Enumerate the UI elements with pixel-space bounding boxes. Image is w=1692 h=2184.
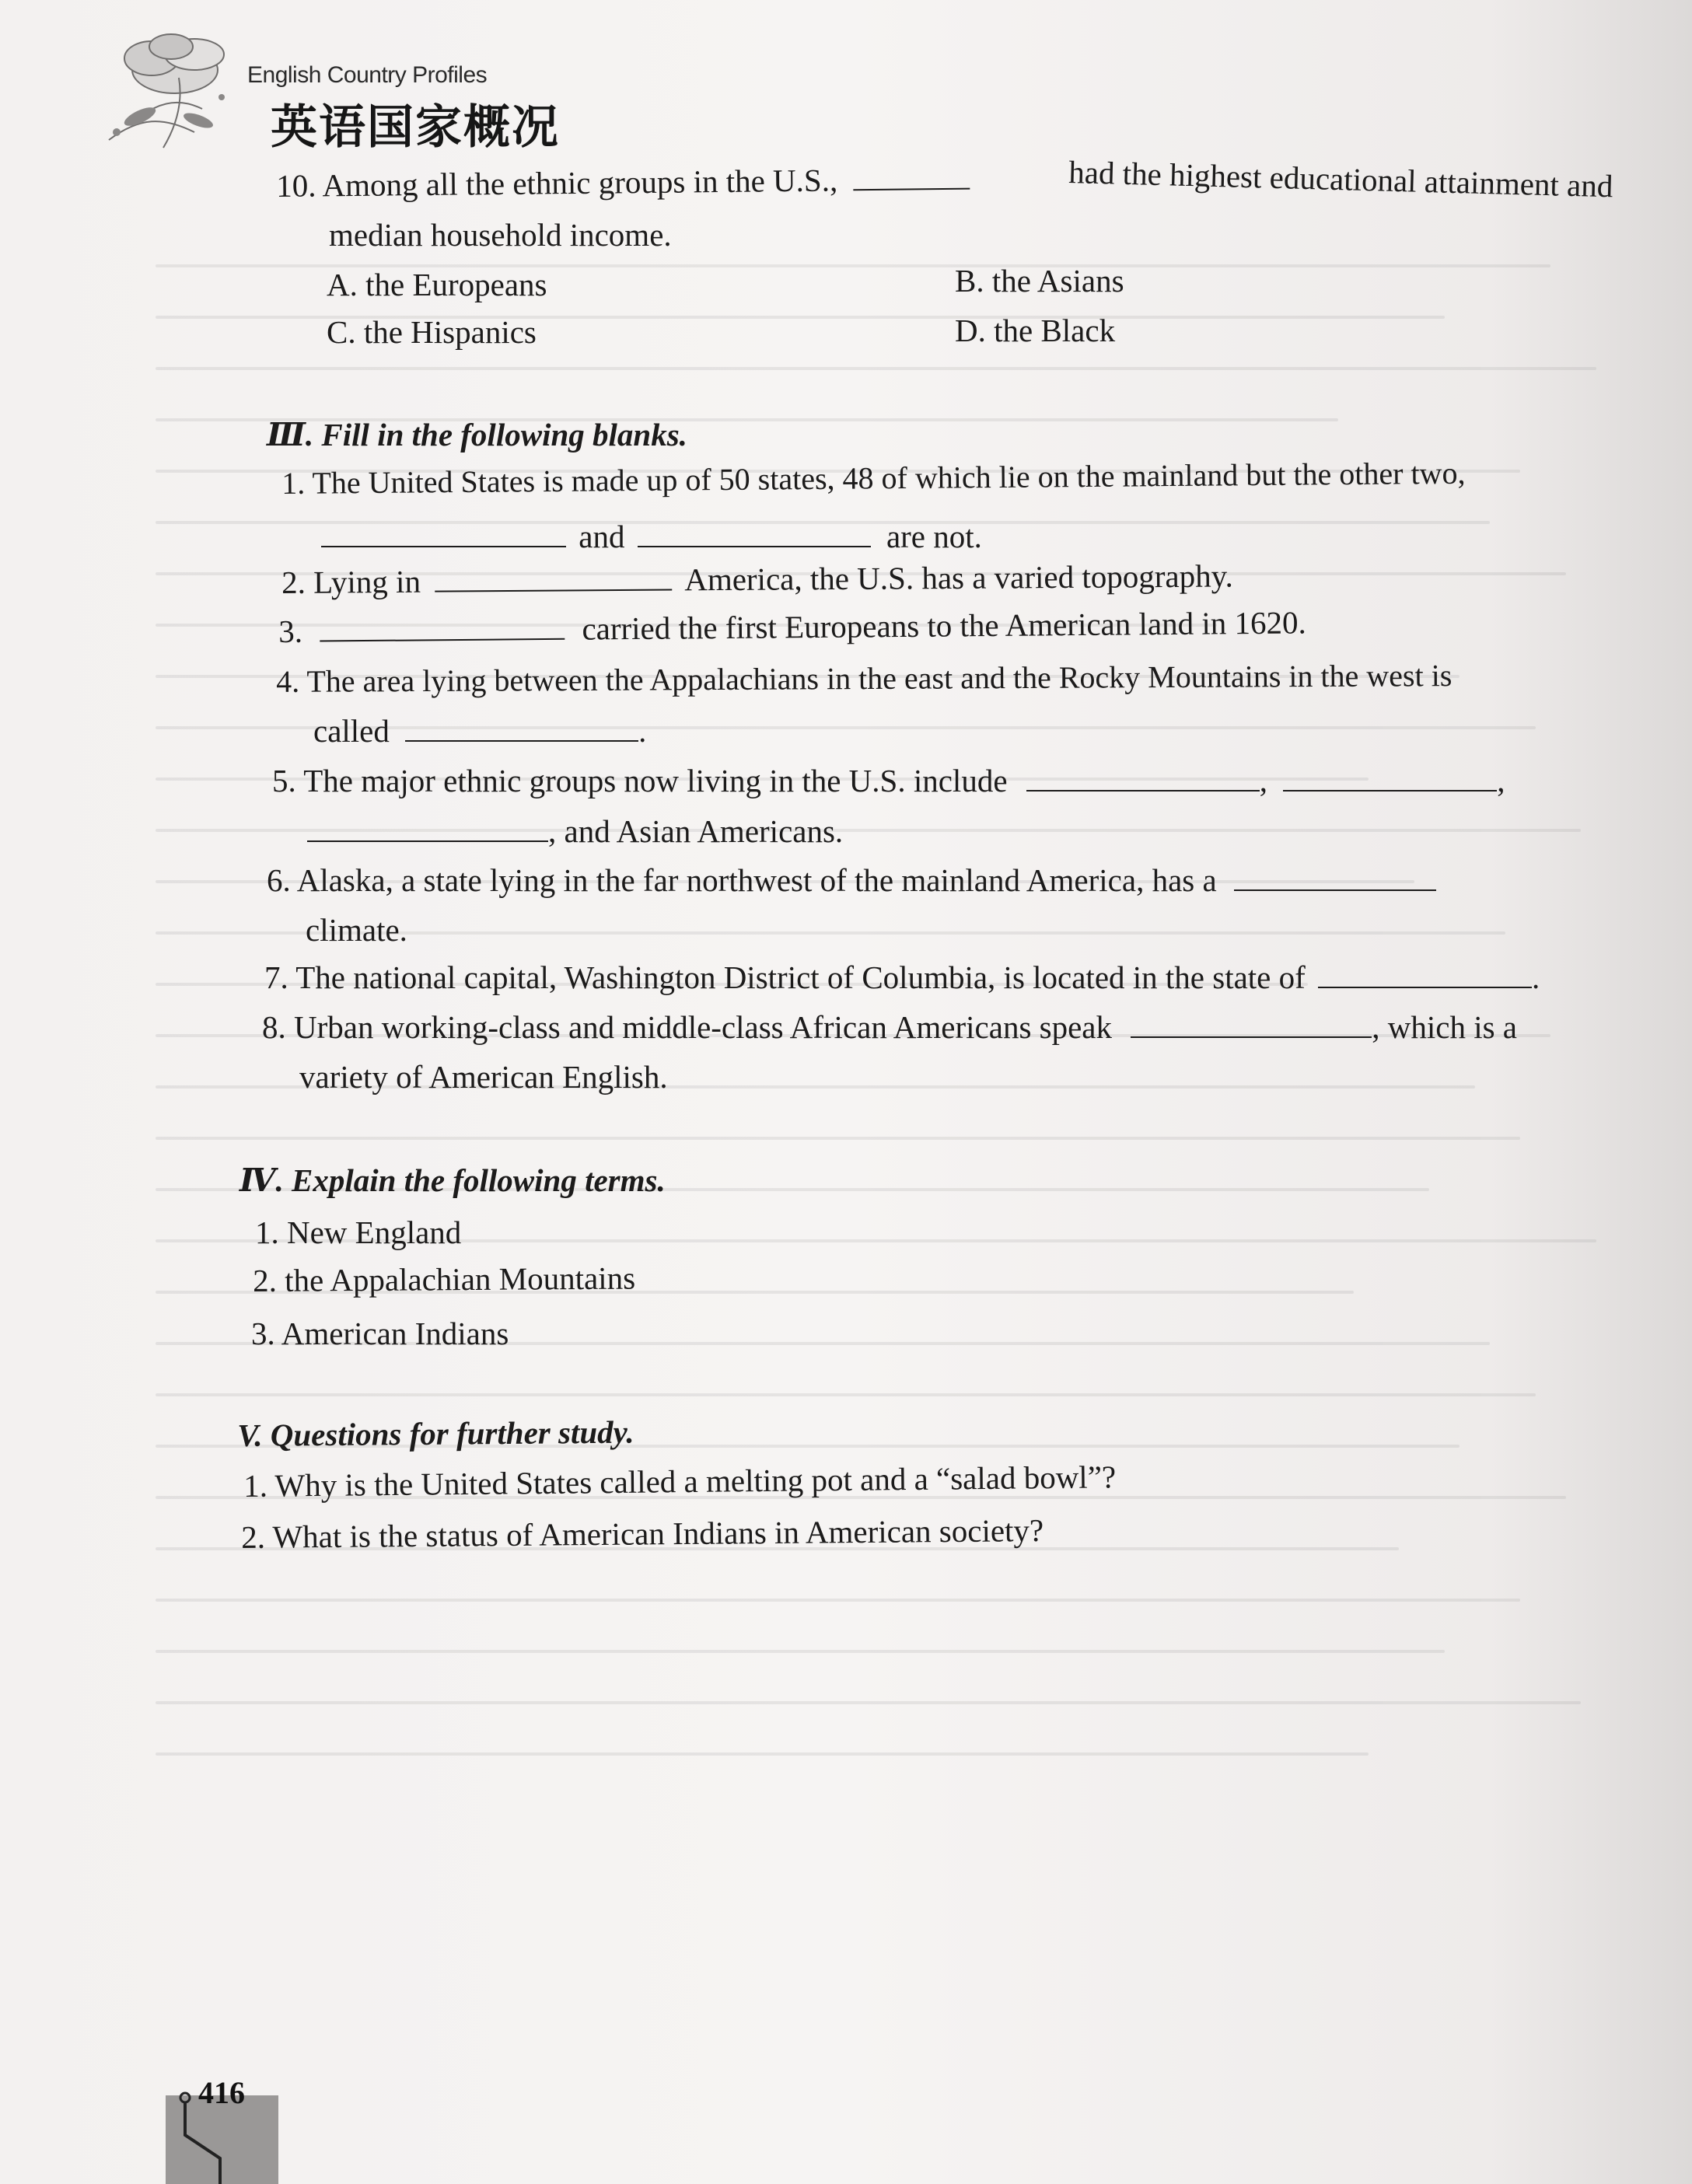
- s3-q8-text-1: 8. Urban working-class and middle-class African Americans speak: [262, 1009, 1113, 1045]
- q10-line1-cont: [1068, 153, 1613, 205]
- s3-q4-line1: 4. The area lying between the Appalachians in the east and the Rocky Mountains in the west is: [276, 658, 1453, 699]
- series-title-en: English Country Profiles: [247, 62, 488, 88]
- series-title-zh: 英语国家概况: [271, 100, 560, 155]
- s4-term-2: 2. the Appalachian Mountains: [253, 1260, 636, 1298]
- s3-q6-line2: climate.: [306, 912, 407, 948]
- s3-q4-line2: [313, 712, 646, 750]
- s3-q7-text: 7. The national capital, Washington District of Columbia, is located in the state of: [264, 959, 1306, 995]
- s3-q5-blank-2: [1283, 763, 1497, 791]
- s4-term-1: 1. New England: [255, 1214, 462, 1250]
- s3-q1-blank-1: [321, 519, 566, 547]
- q10-option-c: C. the Hispanics: [327, 314, 537, 350]
- s3-q3-text-1: 3.: [278, 613, 303, 649]
- s3-q8-text-2: , which is a: [1372, 1009, 1518, 1045]
- s3-q5-text-2: , and Asian Americans.: [548, 813, 844, 849]
- section3-heading: Ⅲ. Fill in the following blanks.: [267, 417, 687, 453]
- s3-q1-blank-2: [638, 519, 871, 547]
- s5-question-1: 1. Why is the United States called a melting pot and a “salad bowl”?: [243, 1459, 1117, 1504]
- s4-term-3: 3. American Indians: [251, 1316, 509, 1351]
- s3-q5-line2: [307, 812, 843, 851]
- s3-q6-line1: [267, 861, 1436, 900]
- s3-q6-blank: [1234, 862, 1436, 891]
- s5-question-2: 2. What is the status of American Indians in American society?: [241, 1511, 1044, 1555]
- q10-option-d: D. the Black: [955, 313, 1116, 348]
- s3-q1-line2: [321, 518, 982, 556]
- q10-text-1: 10. Among all the ethnic groups in the U.S.,: [276, 162, 838, 204]
- q10-option-b: B. the Asians: [955, 263, 1124, 299]
- q10-option-a: A. the Europeans: [327, 267, 547, 302]
- s3-q7-blank: [1318, 959, 1532, 988]
- q10-text-2: had the highest educational attainment and: [1068, 153, 1613, 204]
- q10-line1: [276, 160, 970, 206]
- s3-q6-text-1: 6. Alaska, a state lying in the far northwest of the mainland America, has a: [267, 862, 1217, 898]
- s3-q2-text-1: 2. Lying in: [281, 563, 421, 600]
- s3-q8-blank: [1131, 1009, 1372, 1038]
- s3-q2-line: [281, 557, 1233, 602]
- s3-q5-text-1: 5. The major ethnic groups now living in the U.S. include: [272, 763, 1008, 798]
- s3-q7-line: [264, 959, 1540, 997]
- s3-q2-text-2: America, the U.S. has a varied topography.: [684, 557, 1233, 598]
- s3-q3-line: [278, 603, 1306, 651]
- s3-q1-line1: 1. The United States is made up of 50 states, 48 of which lie on the mainland but the other two,: [281, 455, 1466, 501]
- s3-q5-comma-1: ,: [1259, 763, 1268, 798]
- s3-q4-period: .: [638, 713, 647, 749]
- s3-q5-blank-3: [307, 813, 548, 842]
- s3-q7-period: .: [1532, 959, 1540, 995]
- s3-q8-line1: [262, 1008, 1517, 1047]
- s3-q4-blank: [405, 713, 638, 742]
- s3-q5-line1: [272, 762, 1505, 800]
- q10-line2: median household income.: [329, 217, 672, 253]
- s3-q5-comma-2: ,: [1497, 763, 1505, 798]
- s3-q3-blank: [320, 611, 565, 642]
- s3-q1-are-not: are not.: [886, 519, 982, 554]
- section4-heading: Ⅳ. Explain the following terms.: [239, 1162, 666, 1198]
- section5-heading: V. Questions for further study.: [237, 1413, 634, 1453]
- s3-q1-and: and: [579, 519, 625, 554]
- s3-q4-called: called: [313, 713, 390, 749]
- s3-q2-blank: [435, 562, 672, 592]
- s3-q5-blank-1: [1026, 763, 1260, 791]
- s3-q8-line2: variety of American English.: [299, 1059, 668, 1095]
- q10-blank: [853, 161, 970, 190]
- page-number: 416: [198, 2075, 245, 2110]
- s3-q3-text-2: carried the first Europeans to the American land in 1620.: [582, 604, 1306, 647]
